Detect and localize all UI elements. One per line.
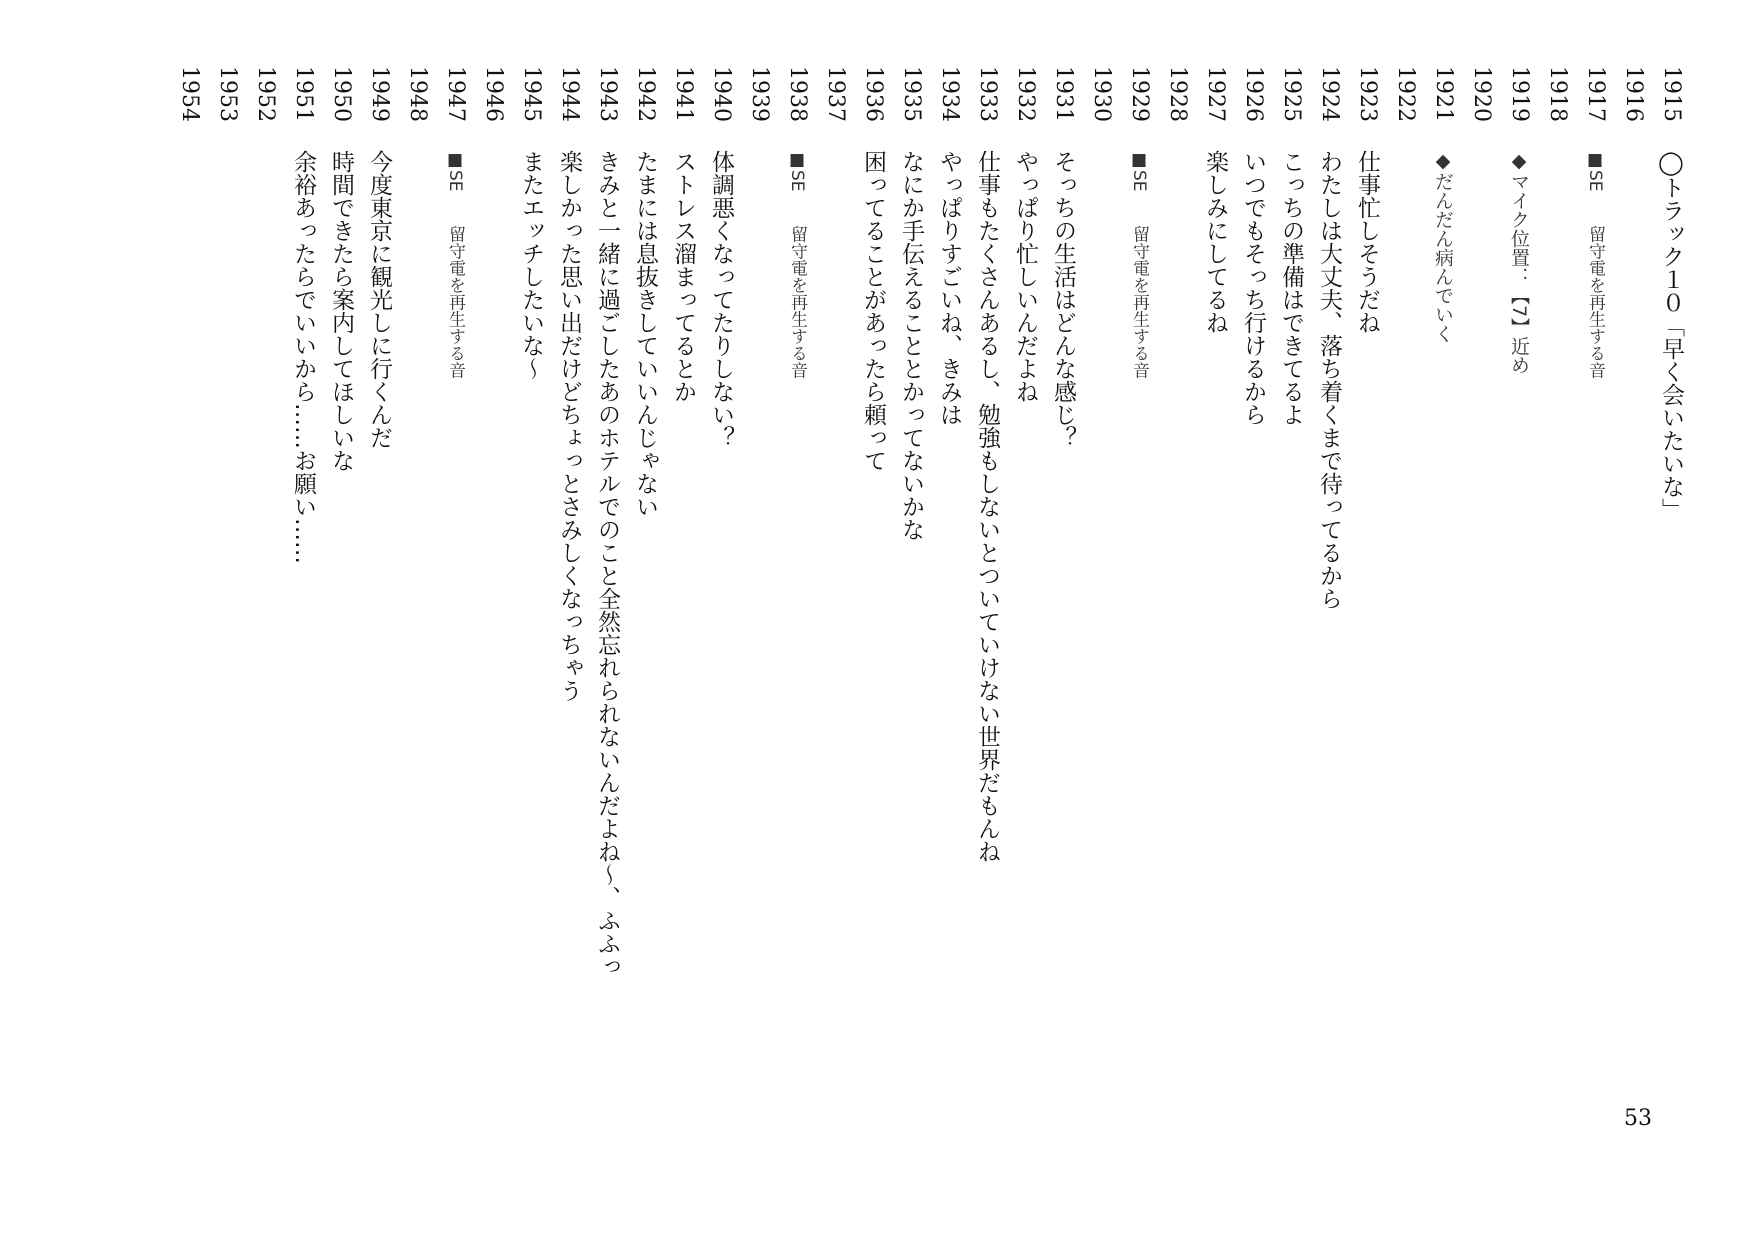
line-number: 1926 <box>1241 66 1266 122</box>
script-line <box>854 66 892 1126</box>
line-number: 1928 <box>1165 66 1190 122</box>
line-number: 1916 <box>1621 66 1646 122</box>
script-line <box>246 66 284 1126</box>
dialogue-line: やっぱり忙しいんだよね <box>1012 150 1038 403</box>
line-number: 1927 <box>1203 66 1228 122</box>
script-line <box>1120 66 1158 1126</box>
line-number: 1953 <box>215 66 240 122</box>
dialogue-line: きみと一緒に過ごしたあのホテルでのこと全然忘れられないんだよね〜、ふふっ <box>594 150 620 978</box>
dialogue-line: なにか手伝えることとかってないかな <box>898 150 924 541</box>
dialogue-line: 楽しかった思い出だけどちょっとさみしくなっちゃう <box>556 150 582 702</box>
line-number: 1923 <box>1355 66 1380 122</box>
line-number: 1949 <box>367 66 392 122</box>
line-number: 1920 <box>1469 66 1494 122</box>
script-line <box>702 66 740 1126</box>
line-number: 1954 <box>177 66 202 122</box>
line-number: 1945 <box>519 66 544 122</box>
stage-direction: ◆だんだん病んでいく <box>1432 150 1454 343</box>
line-number: 1924 <box>1317 66 1342 122</box>
script-line <box>664 66 702 1126</box>
script-line <box>1310 66 1348 1126</box>
script-line <box>284 66 322 1126</box>
script-line <box>626 66 664 1126</box>
line-number: 1941 <box>671 66 696 122</box>
dialogue-line: わたしは大丈夫、落ち着くまで待ってるから <box>1316 150 1342 610</box>
script-line <box>892 66 930 1126</box>
script-line <box>1538 66 1576 1126</box>
line-number: 1921 <box>1431 66 1456 122</box>
script-line <box>550 66 588 1126</box>
line-number: 1939 <box>747 66 772 122</box>
line-number: 1936 <box>861 66 886 122</box>
script-line <box>512 66 550 1126</box>
line-number: 1931 <box>1051 66 1076 122</box>
line-number: 1950 <box>329 66 354 122</box>
line-number: 1944 <box>557 66 582 122</box>
line-number: 1930 <box>1089 66 1114 122</box>
line-number: 1935 <box>899 66 924 122</box>
line-number: 1915 <box>1659 66 1684 122</box>
script-line <box>1576 66 1614 1126</box>
line-number: 1932 <box>1013 66 1038 122</box>
line-number: 1922 <box>1393 66 1418 122</box>
dialogue-line: 体調悪くなってたりしない？ <box>708 150 734 449</box>
script-line <box>778 66 816 1126</box>
script-line <box>816 66 854 1126</box>
stage-direction: ◆マイク位置：【7】近め <box>1508 150 1530 375</box>
script-line <box>322 66 360 1126</box>
line-number: 1940 <box>709 66 734 122</box>
script-line <box>588 66 626 1126</box>
script-line <box>1500 66 1538 1126</box>
dialogue-line: やっぱりすごいね、きみは <box>936 150 962 426</box>
script-line <box>1348 66 1386 1126</box>
script-line <box>1006 66 1044 1126</box>
line-number: 1919 <box>1507 66 1532 122</box>
script-line <box>1386 66 1424 1126</box>
script-line <box>1196 66 1234 1126</box>
script-line <box>474 66 512 1126</box>
sound-effect-cue: ■SE 留守電を再生する音 <box>787 150 807 379</box>
script-line <box>1272 66 1310 1126</box>
sound-effect-cue: ■SE 留守電を再生する音 <box>1129 150 1149 379</box>
line-number: 1942 <box>633 66 658 122</box>
script-line <box>1652 66 1690 1126</box>
script-line <box>1234 66 1272 1126</box>
sound-effect-cue: ■SE 留守電を再生する音 <box>1585 150 1605 379</box>
line-number: 1938 <box>785 66 810 122</box>
line-number: 1933 <box>975 66 1000 122</box>
script-line <box>1424 66 1462 1126</box>
script-line <box>1044 66 1082 1126</box>
script-line <box>740 66 778 1126</box>
line-number: 1929 <box>1127 66 1152 122</box>
script-line <box>170 66 208 1126</box>
line-number: 1934 <box>937 66 962 122</box>
line-number: 1937 <box>823 66 848 122</box>
page-number: 53 <box>1624 1106 1652 1131</box>
dialogue-line: いつでもそっち行けるから <box>1240 150 1266 426</box>
dialogue-line: またエッチしたいな〜 <box>518 150 544 380</box>
sound-effect-cue: ■SE 留守電を再生する音 <box>445 150 465 379</box>
script-line <box>1158 66 1196 1126</box>
line-number: 1946 <box>481 66 506 122</box>
dialogue-line: 楽しみにしてるね <box>1202 150 1228 334</box>
line-number: 1925 <box>1279 66 1304 122</box>
dialogue-line: そっちの生活はどんな感じ？ <box>1050 150 1076 449</box>
line-number: 1948 <box>405 66 430 122</box>
dialogue-line: 困ってることがあったら頼って <box>860 150 886 472</box>
script-line <box>1614 66 1652 1126</box>
dialogue-line: 時間できたら案内してほしいな <box>328 150 354 472</box>
script-line <box>930 66 968 1126</box>
line-number: 1943 <box>595 66 620 122</box>
dialogue-line: 今度東京に観光しに行くんだ <box>366 150 392 449</box>
line-number: 1952 <box>253 66 278 122</box>
line-number: 1918 <box>1545 66 1570 122</box>
line-number: 1947 <box>443 66 468 122</box>
script-line <box>360 66 398 1126</box>
line-number: 1951 <box>291 66 316 122</box>
script-line <box>968 66 1006 1126</box>
script-line <box>208 66 246 1126</box>
track-heading: ◯トラック１０「早く会いたいな」 <box>1658 150 1684 521</box>
dialogue-line: 仕事忙しそうだね <box>1354 150 1380 334</box>
dialogue-line: ストレス溜まってるとか <box>670 150 696 403</box>
dialogue-line: たまには息抜きしていいんじゃない <box>632 150 658 518</box>
dialogue-line: こっちの準備はできてるよ <box>1278 150 1304 426</box>
script-line <box>436 66 474 1126</box>
script-line <box>398 66 436 1126</box>
script-line <box>1462 66 1500 1126</box>
dialogue-line: 余裕あったらでいいから……お願い…… <box>290 150 316 564</box>
script-line <box>1082 66 1120 1126</box>
line-number: 1917 <box>1583 66 1608 122</box>
dialogue-line: 仕事もたくさんあるし、勉強もしないとついていけない世界だもんね <box>974 150 1000 863</box>
